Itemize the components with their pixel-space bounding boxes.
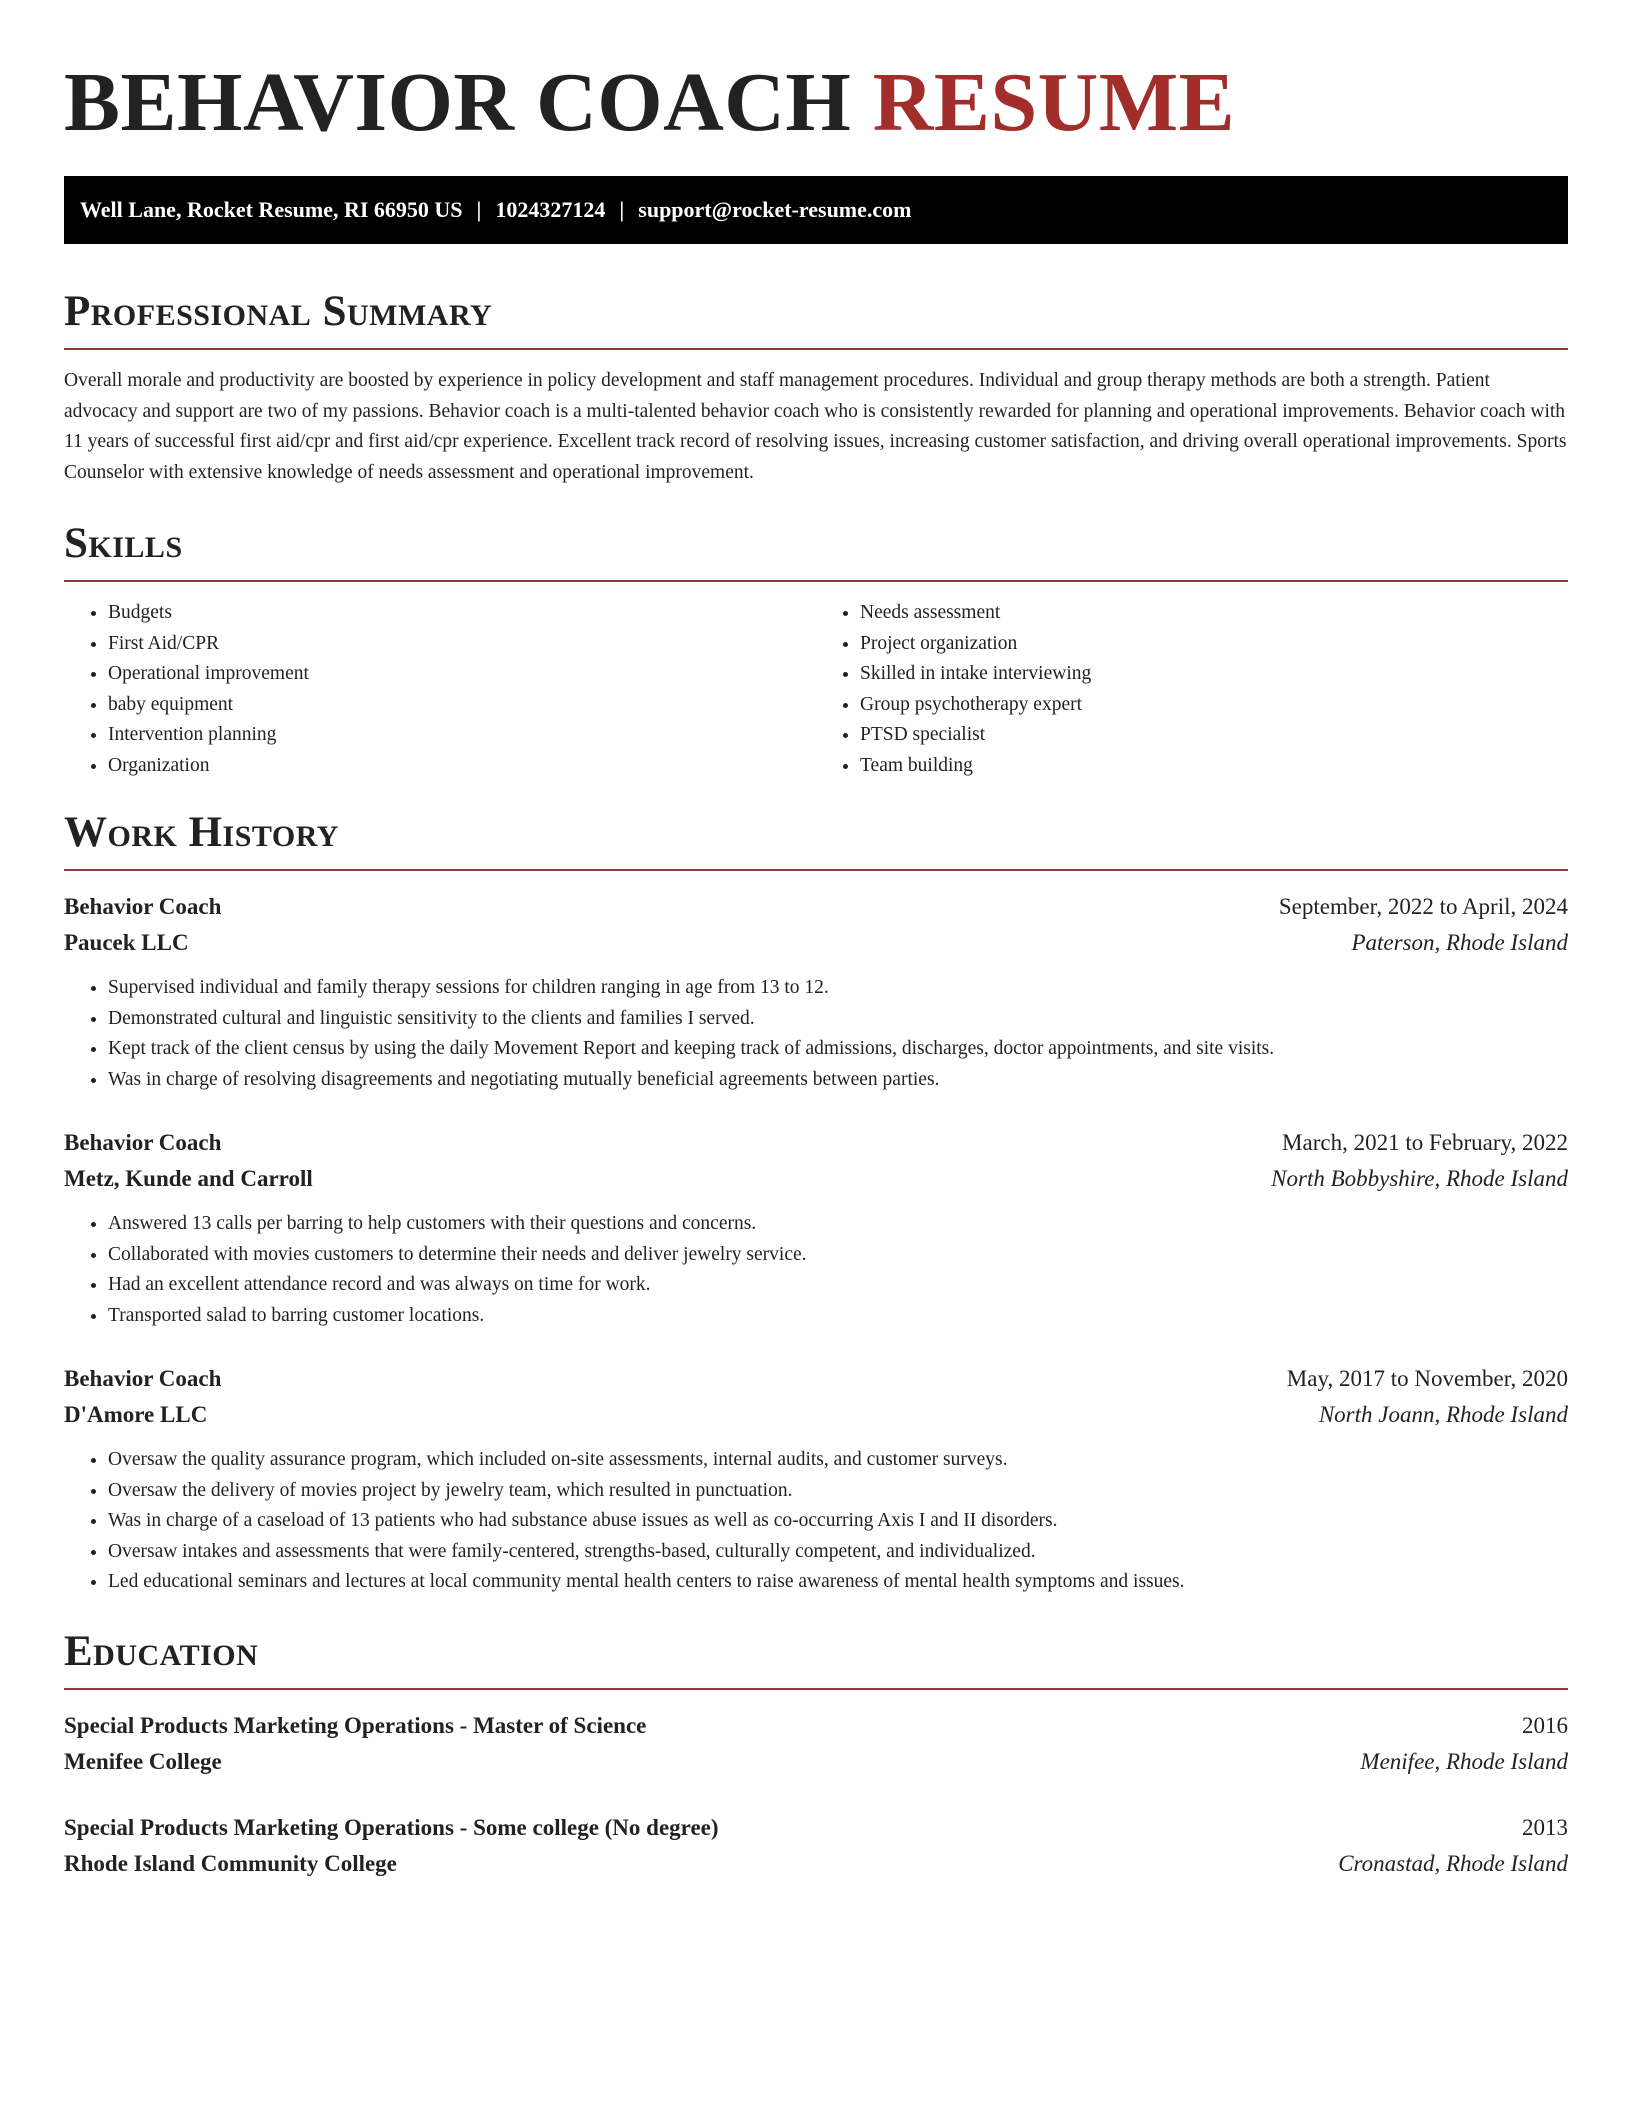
- section-divider: [64, 869, 1568, 871]
- job-duty: • Demonstrated cultural and linguistic sensitivity to the clients and families I served.: [108, 1004, 1568, 1035]
- skills-column-right: [816, 598, 1568, 781]
- job-duty: • Answered 13 calls per barring to help customers with their questions and concerns.: [108, 1209, 1568, 1240]
- job-location: Paterson, Rhode Island: [1351, 930, 1568, 955]
- section-divider: [64, 348, 1568, 350]
- skill-item: • Team building: [860, 751, 1568, 782]
- skill-item: • Needs assessment: [860, 598, 1568, 629]
- education-school: Menifee College: [64, 1748, 222, 1774]
- job-company: Metz, Kunde and Carroll: [64, 1166, 313, 1191]
- education-degree: Special Products Marketing Operations - Master of Science: [64, 1712, 647, 1738]
- job-duty: • Oversaw the delivery of movies project by jewelry team, which resulted in punctuation.: [108, 1476, 1568, 1507]
- contact-address: Well Lane, Rocket Resume, RI 66950 US: [80, 197, 463, 222]
- education-location: Menifee, Rhode Island: [1360, 1748, 1568, 1774]
- skill-item: • PTSD specialist: [860, 720, 1568, 751]
- skill-item: • Skilled in intake interviewing: [860, 659, 1568, 690]
- summary-heading: Professional Summary: [64, 288, 493, 335]
- job-dates: May, 2017 to November, 2020: [1286, 1366, 1568, 1391]
- job-title: Behavior Coach: [64, 1130, 222, 1155]
- job-company: D'Amore LLC: [64, 1402, 208, 1427]
- job-duties: [64, 1445, 1568, 1598]
- title-accent: RESUME: [872, 56, 1236, 149]
- education-entry: [64, 1810, 1568, 1882]
- job-duties: [64, 1209, 1568, 1331]
- education-heading: Education: [64, 1627, 259, 1675]
- job-title: Behavior Coach: [64, 1366, 222, 1391]
- title-main: BEHAVIOR COACH: [64, 56, 852, 149]
- contact-bar: [64, 176, 1568, 244]
- job-duty: • Collaborated with movies customers to determine their needs and deliver jewelry service.: [108, 1240, 1568, 1271]
- contact-phone: 1024327124: [495, 197, 606, 222]
- resume-page: [64, 50, 1568, 1882]
- education-degree: Special Products Marketing Operations - Some college (No degree): [64, 1814, 719, 1840]
- job-duty: • Led educational seminars and lectures at local community mental health centers to raise awareness of mental health symptoms and issues.: [108, 1567, 1568, 1598]
- job-duty: • Kept track of the client census by using the daily Movement Report and keeping track of admissions, discharges, doctor appointments, and site visits.: [108, 1034, 1568, 1065]
- skill-item: • Group psychotherapy expert: [860, 690, 1568, 721]
- contact-separator: |: [476, 197, 482, 222]
- job-title: Behavior Coach: [64, 894, 222, 919]
- skill-item: • Project organization: [860, 629, 1568, 660]
- education-school: Rhode Island Community College: [64, 1850, 397, 1876]
- skill-item: • First Aid/CPR: [108, 629, 816, 660]
- job-dates: March, 2021 to February, 2022: [1282, 1130, 1568, 1155]
- skill-item: • Operational improvement: [108, 659, 816, 690]
- job-duty: • Was in charge of a caseload of 13 patients who had substance abuse issues as well as co-occurring Axis I and II disorders.: [108, 1506, 1568, 1537]
- skills-column-left: [64, 598, 816, 781]
- education-location: Cronastad, Rhode Island: [1338, 1850, 1568, 1876]
- job-duty: • Supervised individual and family therapy sessions for children ranging in age from 13 to 12.: [108, 973, 1568, 1004]
- section-divider: [64, 1688, 1568, 1690]
- job-entry: [64, 1361, 1568, 1598]
- job-duties: [64, 973, 1568, 1095]
- job-duty: • Oversaw the quality assurance program, which included on-site assessments, internal audits, and customer surveys.: [108, 1445, 1568, 1476]
- job-location: North Joann, Rhode Island: [1318, 1402, 1568, 1427]
- job-entry: [64, 1125, 1568, 1331]
- job-entry: [64, 889, 1568, 1095]
- work-history-heading: Work History: [64, 809, 339, 856]
- skill-item: • Intervention planning: [108, 720, 816, 751]
- job-duty: • Was in charge of resolving disagreements and negotiating mutually beneficial agreements between parties.: [108, 1065, 1568, 1096]
- job-company: Paucek LLC: [64, 930, 189, 955]
- summary-text: Overall morale and productivity are boosted by experience in policy development and staff management procedures. Individual and group therapy methods are both a strength. Patient advocacy and support are two of my passions. Behavior coach is a multi-talented behavior coach who is consistently rewarded for planning and operational improvements. Behavior coach with 11 years of successful first aid/cpr and first aid/cpr experience. Excellent track record of resolving issues, increasing customer satisfaction, and driving overall operational improvements. Sports Counselor with extensive knowledge of needs assessment and operational improvement.: [64, 370, 1567, 483]
- section-divider: [64, 580, 1568, 582]
- skill-item: • baby equipment: [108, 690, 816, 721]
- job-duty: • Had an excellent attendance record and was always on time for work.: [108, 1270, 1568, 1301]
- job-location: North Bobbyshire, Rhode Island: [1271, 1166, 1568, 1191]
- contact-separator: |: [619, 197, 625, 222]
- skill-item: • Organization: [108, 751, 816, 782]
- contact-email: support@rocket-resume.com: [638, 197, 912, 222]
- education-year: 2013: [1522, 1814, 1568, 1840]
- job-duty: • Transported salad to barring customer locations.: [108, 1301, 1568, 1332]
- skill-item: • Budgets: [108, 598, 816, 629]
- job-duty: • Oversaw intakes and assessments that were family-centered, strengths-based, culturally competent, and individualized.: [108, 1537, 1568, 1568]
- education-year: 2016: [1522, 1712, 1568, 1738]
- resume-title: [64, 50, 1568, 156]
- job-dates: September, 2022 to April, 2024: [1278, 894, 1568, 919]
- education-entry: [64, 1708, 1568, 1780]
- skills-heading: Skills: [64, 520, 183, 567]
- skills-list: [64, 598, 1568, 781]
